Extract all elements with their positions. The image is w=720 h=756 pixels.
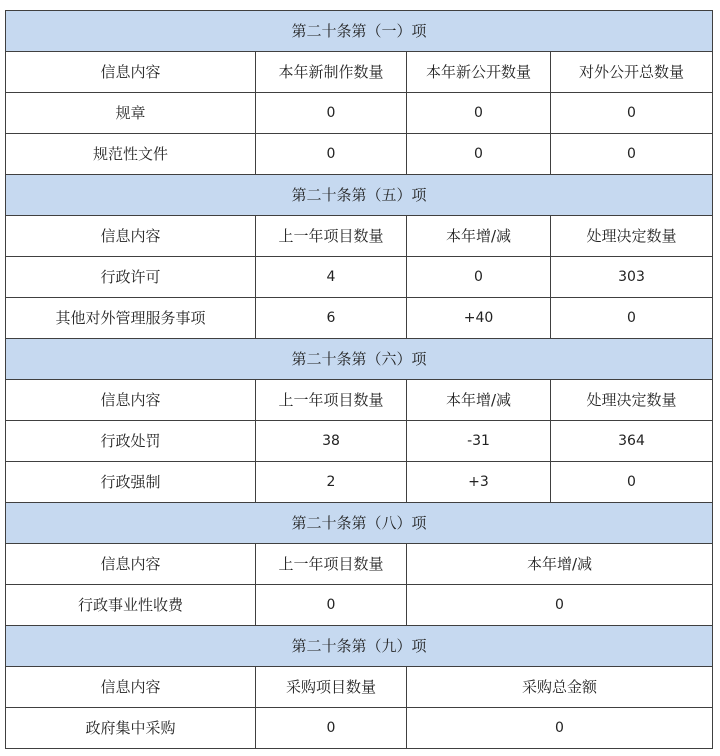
table-row bbox=[6, 421, 713, 462]
section-title-row bbox=[6, 175, 713, 216]
cell-value: 0 bbox=[551, 93, 713, 134]
cell-value: 0 bbox=[256, 93, 407, 134]
table-row bbox=[6, 585, 713, 626]
cell-value: 0 bbox=[551, 462, 713, 503]
cell-value: 38 bbox=[256, 421, 407, 462]
section-title: 第二十条第（九）项 bbox=[6, 626, 713, 667]
cell-value: 0 bbox=[407, 708, 713, 749]
cell-value: 0 bbox=[407, 585, 713, 626]
table-row bbox=[6, 134, 713, 175]
cell-value: 0 bbox=[551, 134, 713, 175]
row-label: 行政许可 bbox=[6, 257, 256, 298]
cell-value: 0 bbox=[407, 93, 551, 134]
column-header: 处理决定数量 bbox=[551, 380, 713, 421]
section-title: 第二十条第（八）项 bbox=[6, 503, 713, 544]
section-title-row bbox=[6, 503, 713, 544]
column-header: 采购总金额 bbox=[407, 667, 713, 708]
cell-value: 6 bbox=[256, 298, 407, 339]
column-header: 采购项目数量 bbox=[256, 667, 407, 708]
cell-value: 4 bbox=[256, 257, 407, 298]
row-label: 政府集中采购 bbox=[6, 708, 256, 749]
column-header: 上一年项目数量 bbox=[256, 380, 407, 421]
cell-value: +40 bbox=[407, 298, 551, 339]
row-label: 行政强制 bbox=[6, 462, 256, 503]
header-row bbox=[6, 667, 713, 708]
column-header: 上一年项目数量 bbox=[256, 544, 407, 585]
row-label: 行政事业性收费 bbox=[6, 585, 256, 626]
column-header: 信息内容 bbox=[6, 667, 256, 708]
disclosure-table bbox=[5, 10, 713, 749]
cell-value: 0 bbox=[256, 134, 407, 175]
cell-value: 0 bbox=[256, 585, 407, 626]
cell-value: 364 bbox=[551, 421, 713, 462]
cell-value: 0 bbox=[407, 134, 551, 175]
column-header: 本年增/减 bbox=[407, 380, 551, 421]
row-label: 规章 bbox=[6, 93, 256, 134]
table-row bbox=[6, 708, 713, 749]
column-header: 本年增/减 bbox=[407, 544, 713, 585]
section-title-row bbox=[6, 11, 713, 52]
section-title: 第二十条第（六）项 bbox=[6, 339, 713, 380]
table-row bbox=[6, 462, 713, 503]
column-header: 上一年项目数量 bbox=[256, 216, 407, 257]
column-header: 本年新公开数量 bbox=[407, 52, 551, 93]
header-row bbox=[6, 216, 713, 257]
column-header: 信息内容 bbox=[6, 52, 256, 93]
section-title-row bbox=[6, 339, 713, 380]
cell-value: 0 bbox=[551, 298, 713, 339]
section-title-row bbox=[6, 626, 713, 667]
header-row bbox=[6, 380, 713, 421]
cell-value: 0 bbox=[407, 257, 551, 298]
cell-value: -31 bbox=[407, 421, 551, 462]
section-title: 第二十条第（一）项 bbox=[6, 11, 713, 52]
cell-value: 0 bbox=[256, 708, 407, 749]
header-row bbox=[6, 52, 713, 93]
column-header: 本年新制作数量 bbox=[256, 52, 407, 93]
column-header: 信息内容 bbox=[6, 380, 256, 421]
table-row bbox=[6, 257, 713, 298]
row-label: 行政处罚 bbox=[6, 421, 256, 462]
cell-value: +3 bbox=[407, 462, 551, 503]
row-label: 其他对外管理服务事项 bbox=[6, 298, 256, 339]
table-row bbox=[6, 93, 713, 134]
cell-value: 303 bbox=[551, 257, 713, 298]
column-header: 信息内容 bbox=[6, 216, 256, 257]
column-header: 对外公开总数量 bbox=[551, 52, 713, 93]
column-header: 处理决定数量 bbox=[551, 216, 713, 257]
column-header: 信息内容 bbox=[6, 544, 256, 585]
table-row bbox=[6, 298, 713, 339]
column-header: 本年增/减 bbox=[407, 216, 551, 257]
header-row bbox=[6, 544, 713, 585]
row-label: 规范性文件 bbox=[6, 134, 256, 175]
cell-value: 2 bbox=[256, 462, 407, 503]
section-title: 第二十条第（五）项 bbox=[6, 175, 713, 216]
